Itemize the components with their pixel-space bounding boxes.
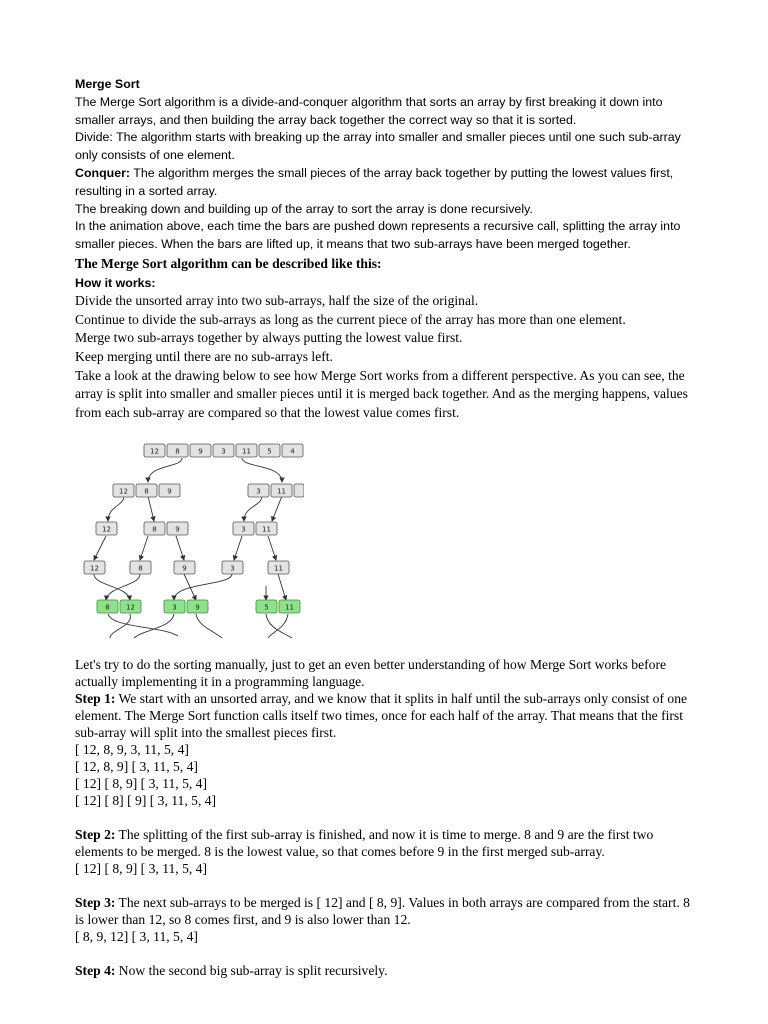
svg-text:8: 8 <box>138 564 143 573</box>
svg-text:4: 4 <box>290 447 295 456</box>
step-3-text: The next sub-arrays to be merged is [ 12] and [ 8, 9]. Values in both arrays are compared from the start. 8 is lower than 12, so 8 comes first, and 9 is also lower than 12. <box>75 895 690 927</box>
how-step-3: Merge two sub-arrays together by always putting the lowest value first. <box>75 330 463 346</box>
node-r2-2 <box>159 484 180 497</box>
step-1-array-4: [ 12] [ 8] [ 9] [ 3, 11, 5, 4] <box>75 793 217 808</box>
intro-section <box>75 76 695 254</box>
intro-paragraph-5: In the animation above, each time the bars are pushed down represents a recursive call, splitting the array into smaller pieces. When the bars are lifted up, it means that two sub-arrays have been merged together. <box>75 219 681 252</box>
node-r3-1 <box>144 522 165 535</box>
intro-paragraph-2: Divide: The algorithm starts with breaking up the array into smaller and smaller pieces until one such sub-array only consists of one element. <box>75 130 681 163</box>
svg-text:3: 3 <box>230 564 235 573</box>
svg-text:9: 9 <box>198 447 203 456</box>
intro-paragraph-1: The Merge Sort algorithm is a divide-and-conquer algorithm that sorts an array by first breaking it down into smaller arrays, and then building the array back together the correct way so that it is sorted. <box>75 94 663 127</box>
manual-section <box>75 656 695 979</box>
manual-intro: Let's try to do the sorting manually, just to get an even better understanding of how Merge Sort works before actually implementing it in a programming language. <box>75 657 667 689</box>
node-r4-0 <box>84 561 105 574</box>
step-1-array-3: [ 12] [ 8, 9] [ 3, 11, 5, 4] <box>75 776 208 791</box>
svg-text:3: 3 <box>221 447 226 456</box>
row-1 <box>144 444 303 457</box>
node-r2-4 <box>271 484 292 497</box>
svg-text:5: 5 <box>264 603 269 612</box>
row-3 <box>96 522 277 535</box>
how-step-4: Keep merging until there are no sub-arrays left. <box>75 348 333 364</box>
svg-text:5: 5 <box>267 447 272 456</box>
node-r4-1 <box>130 561 151 574</box>
step-1-label: Step 1: <box>75 691 116 706</box>
row-2 <box>113 484 304 497</box>
step-3-label: Step 3: <box>75 895 116 910</box>
step-1-paragraph <box>75 690 695 741</box>
svg-text:9: 9 <box>195 603 200 612</box>
svg-text:3: 3 <box>256 487 261 496</box>
how-step-2: Continue to divide the sub-arrays as long as the current piece of the array has more than one element. <box>75 311 626 327</box>
svg-text:8: 8 <box>105 603 110 612</box>
node-r3-2 <box>167 522 188 535</box>
node-r5-5 <box>279 600 300 613</box>
how-step-1: Divide the unsorted array into two sub-arrays, half the size of the original. <box>75 293 479 309</box>
svg-text:8: 8 <box>175 447 180 456</box>
svg-text:11: 11 <box>262 525 271 534</box>
node-r4-3 <box>222 561 243 574</box>
svg-text:12: 12 <box>90 564 99 573</box>
svg-text:8: 8 <box>152 525 157 534</box>
svg-text:8: 8 <box>144 487 149 496</box>
node-r3-3 <box>233 522 254 535</box>
svg-text:12: 12 <box>126 603 135 612</box>
svg-text:11: 11 <box>274 564 283 573</box>
how-label: How it works: <box>75 275 156 290</box>
node-r3-4 <box>256 522 277 535</box>
node-r2-3 <box>248 484 269 497</box>
svg-text:12: 12 <box>102 525 111 534</box>
step-2-text: The splitting of the first sub-array is finished, and now it is time to merge. 8 and 9 are the first two elements to be merged. 8 is the lowest value, so that comes before 9 in the first merged sub-array. <box>75 827 654 859</box>
svg-text:11: 11 <box>277 487 286 496</box>
intro-title: Merge Sort <box>75 77 140 91</box>
node-r1-0 <box>144 444 165 457</box>
node-r5-2 <box>164 600 185 613</box>
step-3-array: [ 8, 9, 12] [ 3, 11, 5, 4] <box>75 929 198 944</box>
node-r5-3 <box>187 600 208 613</box>
step-1-array-2: [ 12, 8, 9] [ 3, 11, 5, 4] <box>75 759 198 774</box>
how-heading: The Merge Sort algorithm can be described like this: <box>75 256 382 271</box>
conquer-text: The algorithm merges the small pieces of the array back together by putting the lowest values first, resulting in a sorted array. <box>75 165 674 198</box>
node-r3-0 <box>96 522 117 535</box>
step-4-paragraph <box>75 962 695 979</box>
svg-text:12: 12 <box>150 447 159 456</box>
node-r1-6 <box>282 444 303 457</box>
node-r4-2 <box>174 561 195 574</box>
svg-text:11: 11 <box>242 447 251 456</box>
node-r5-0 <box>97 600 118 613</box>
node-r4-4 <box>268 561 289 574</box>
svg-text:3: 3 <box>241 525 246 534</box>
conquer-label: Conquer: <box>75 165 131 180</box>
row-5 <box>97 600 300 613</box>
how-paragraph: Take a look at the drawing below to see how Merge Sort works from a different perspective. As you can see, the array is split into smaller and smaller pieces until it is merged back together. And as the merging happens, values from each sub-array are compared so that the lowest value comes first. <box>75 367 688 420</box>
svg-text:3: 3 <box>172 603 177 612</box>
node-r2-0 <box>113 484 134 497</box>
node-r1-5 <box>259 444 280 457</box>
node-r5-1 <box>120 600 141 613</box>
merge-sort-diagram <box>82 436 304 640</box>
node-r5-4 <box>256 600 277 613</box>
node-r1-2 <box>190 444 211 457</box>
step-2-label: Step 2: <box>75 827 116 842</box>
row-4 <box>84 561 289 574</box>
step-1-array-1: [ 12, 8, 9, 3, 11, 5, 4] <box>75 742 189 757</box>
node-r1-4 <box>236 444 257 457</box>
node-r2-1 <box>136 484 157 497</box>
step-4-text: Now the second big sub-array is split recursively. <box>115 963 388 978</box>
svg-text:9: 9 <box>175 525 180 534</box>
node-r1-3 <box>213 444 234 457</box>
svg-text:12: 12 <box>119 487 128 496</box>
intro-paragraph-3 <box>75 165 695 201</box>
step-4-label: Step 4: <box>75 963 116 978</box>
node-r1-1 <box>167 444 188 457</box>
step-1-text: We start with an unsorted array, and we know that it splits in half until the sub-arrays only consist of one element. The Merge Sort function calls itself two times, once for each half of the array. That means that the first sub-array will split into the smallest pieces first. <box>75 691 688 740</box>
svg-text:9: 9 <box>182 564 187 573</box>
step-2-array: [ 12] [ 8, 9] [ 3, 11, 5, 4] <box>75 861 208 876</box>
svg-text:9: 9 <box>167 487 172 496</box>
intro-paragraph-4: The breaking down and building up of the array to sort the array is done recursively. <box>75 201 533 216</box>
node-r2-5 <box>294 484 304 497</box>
svg-text:11: 11 <box>285 603 294 612</box>
how-section <box>75 255 695 422</box>
step-2-paragraph <box>75 826 695 860</box>
step-3-paragraph <box>75 894 695 928</box>
